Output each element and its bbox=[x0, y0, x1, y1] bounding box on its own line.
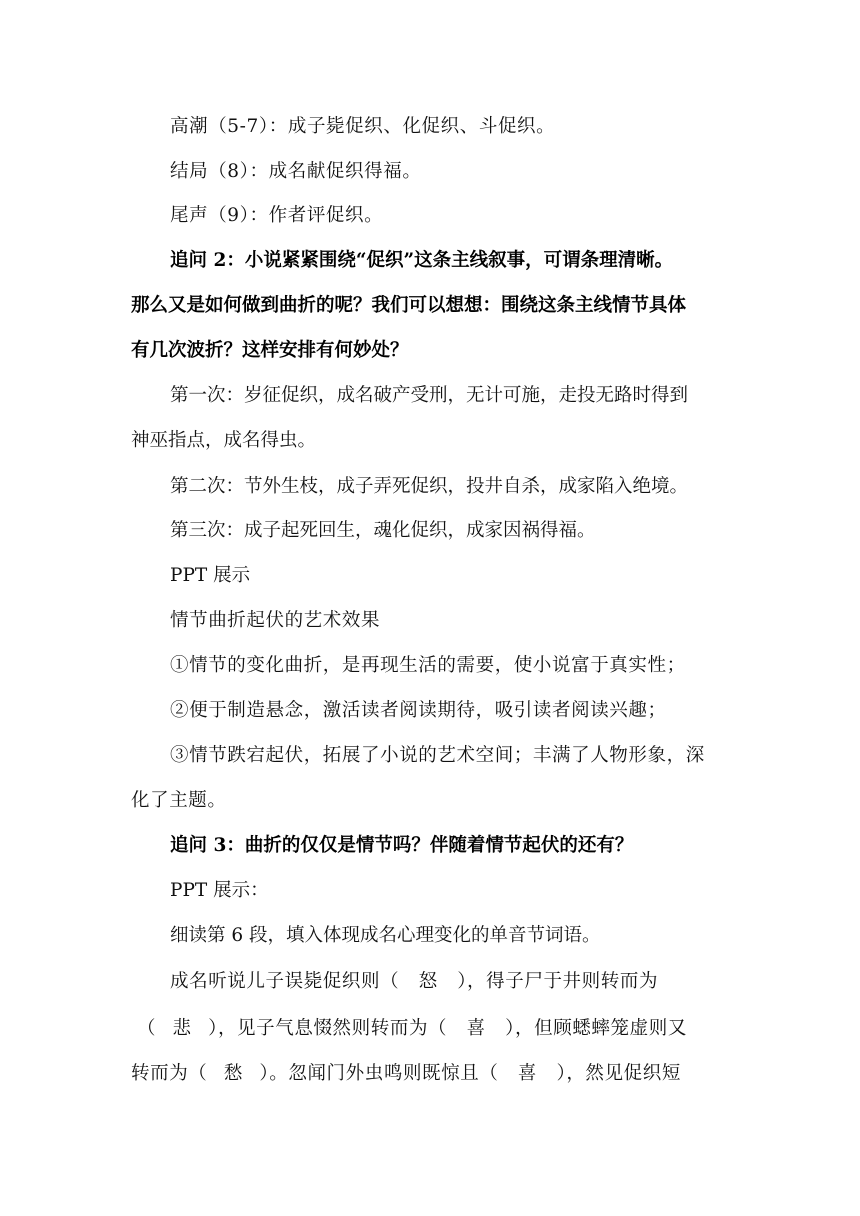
effect-item-2: ②便于制造悬念，激活读者阅读期待，吸引读者阅读兴趣； bbox=[170, 700, 667, 721]
exercise-text: ），得子尸于井则转而为 bbox=[457, 971, 659, 992]
ppt-label-2: PPT 展示： bbox=[170, 880, 269, 901]
answer-blank-5: 喜 bbox=[517, 1063, 538, 1084]
answer-blank-2: 悲 bbox=[172, 1018, 192, 1039]
exercise-text: 成名听说儿子误毙促织则（ bbox=[170, 971, 400, 992]
question-2-line-3: 有几次波折？这样安排有何妙处？ bbox=[131, 340, 409, 361]
question-2-line-1: 追问 2：小说紧紧围绕“促织”这条主线叙事，可谓条理清晰。 bbox=[170, 250, 674, 271]
question-3: 追问 3：曲折的仅仅是情节吗？伴随着情节起伏的还有？ bbox=[170, 835, 634, 856]
exercise-text: ），然见促织短 bbox=[556, 1063, 681, 1084]
exercise-line-2 bbox=[137, 1020, 737, 1039]
exercise-text: ），但顾蟋蟀笼虚则又 bbox=[505, 1018, 687, 1039]
exercise-text: 转而为（ bbox=[131, 1063, 208, 1084]
task-instruction: 细读第 6 段，填入体现成名心理变化的单音节词语。 bbox=[170, 925, 601, 946]
answer-blank-3: 喜 bbox=[466, 1018, 486, 1039]
exercise-line-1 bbox=[170, 973, 731, 992]
effect-item-1: ①情节的变化曲折，是再现生活的需要，使小说富于真实性； bbox=[170, 655, 686, 676]
effect-item-3-line-1: ③情节跌宕起伏，拓展了小说的艺术空间；丰满了人物形象，深 bbox=[170, 745, 705, 766]
effect-item-3-line-2: 化了主题。 bbox=[131, 790, 227, 811]
ppt-label-1: PPT 展示 bbox=[170, 565, 251, 586]
twist-second: 第二次：节外生枝，成子弄死促织，投井自杀，成家陷入绝境。 bbox=[170, 476, 689, 497]
twist-first-line-2: 神巫指点，成名得虫。 bbox=[131, 430, 317, 451]
answer-blank-1: 怒 bbox=[418, 971, 438, 992]
exercise-text: ），见子气息惙然则转而为（ bbox=[208, 1018, 448, 1039]
line-climax: 高潮（5-7）：成子毙促织、化促织、斗促织。 bbox=[170, 116, 556, 137]
question-2-line-2: 那么又是如何做到曲折的呢？我们可以想想：围绕这条主线情节具体 bbox=[131, 295, 687, 316]
answer-blank-4: 愁 bbox=[223, 1063, 243, 1084]
twist-first-line-1: 第一次：岁征促织，成名破产受刑，无计可施，走投无路时得到 bbox=[170, 385, 689, 406]
exercise-text: （ bbox=[137, 1018, 157, 1039]
line-ending: 结局（8）：成名献促织得福。 bbox=[170, 161, 422, 182]
exercise-text: ）。忽闻门外虫鸣则既惊且（ bbox=[259, 1063, 499, 1084]
effect-title: 情节曲折起伏的艺术效果 bbox=[170, 610, 381, 631]
twist-third: 第三次：成子起死回生，魂化促织，成家因祸得福。 bbox=[170, 520, 596, 541]
exercise-line-3 bbox=[131, 1065, 731, 1084]
line-epilogue: 尾声（9）：作者评促织。 bbox=[170, 205, 384, 226]
